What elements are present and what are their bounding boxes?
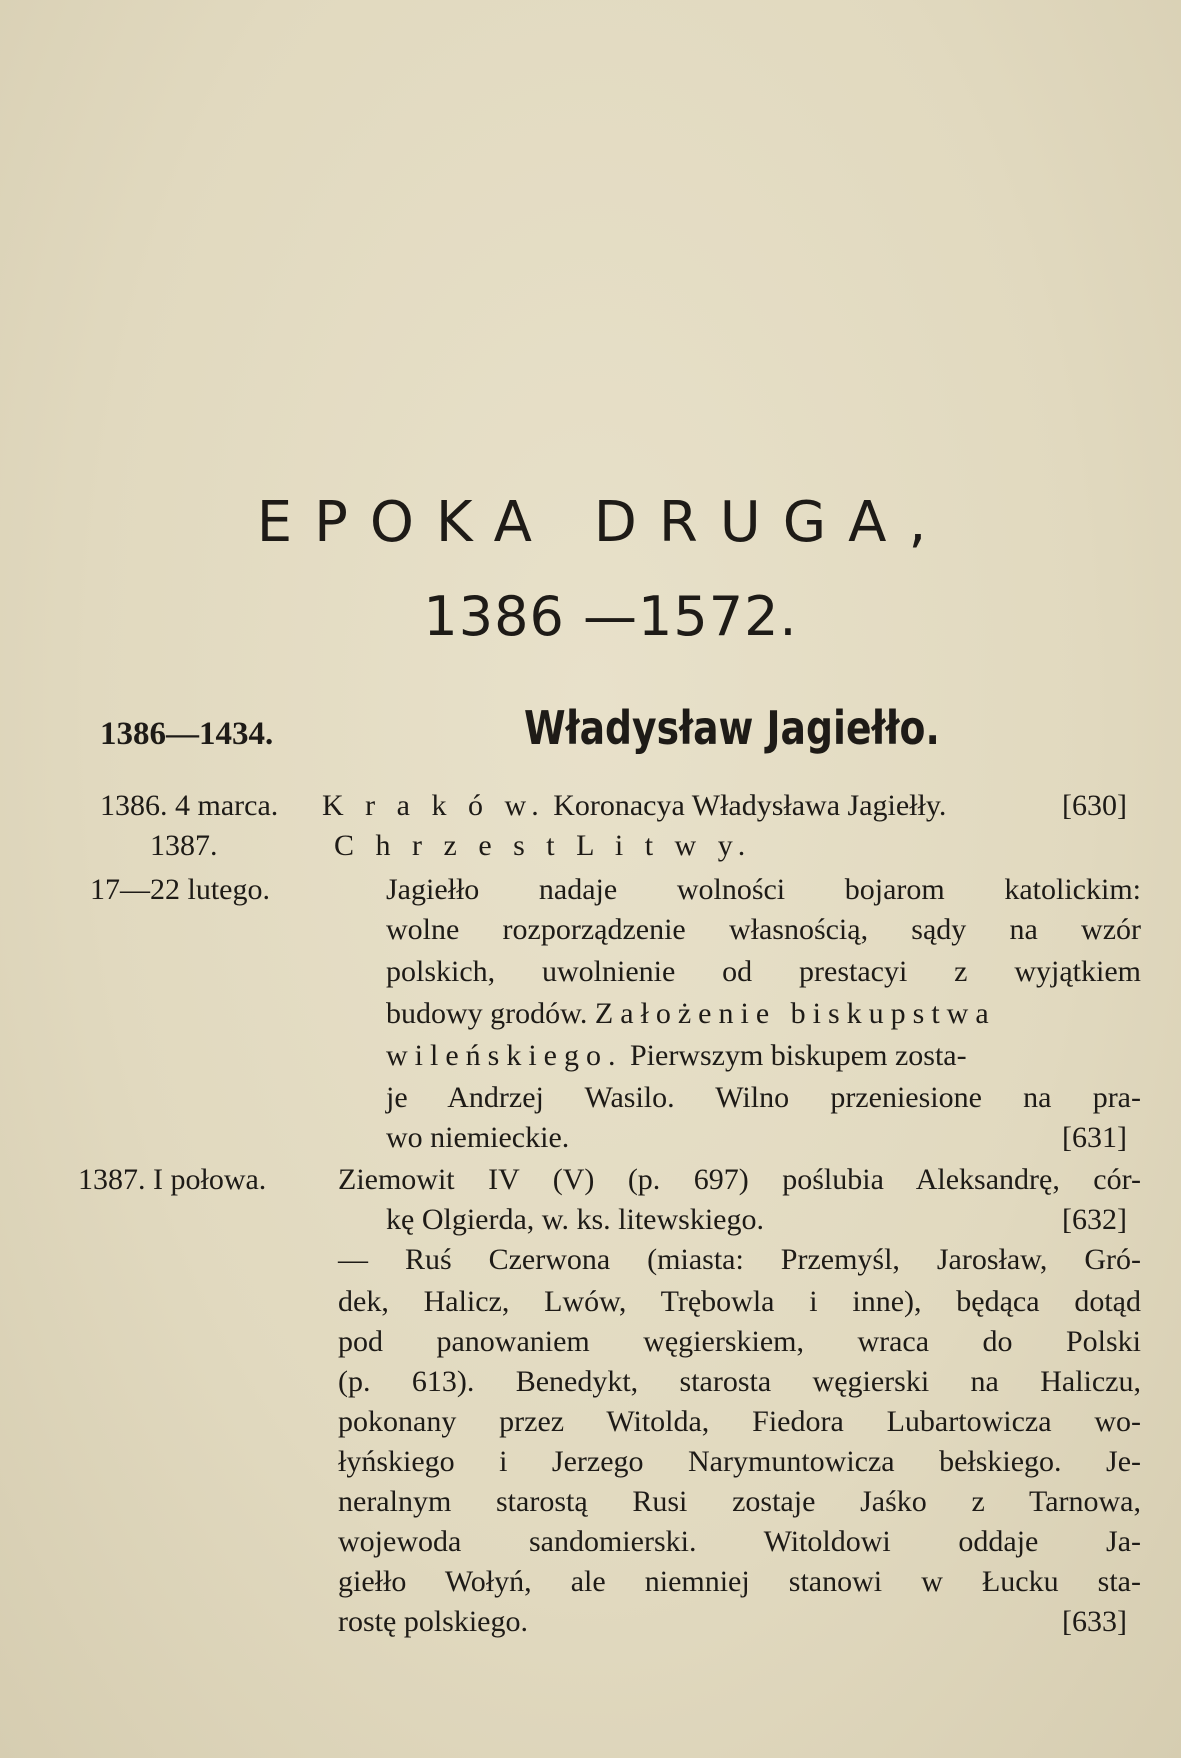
- entry-line: kę Olgierda, w. ks. litewskiego.: [386, 1203, 764, 1236]
- entry-line: wo niemieckie.: [386, 1121, 570, 1154]
- epoch-title: EPOKA DRUGA,: [256, 490, 949, 555]
- entry-line: pokonany przez Witolda, Fiedora Lubartowicza wo-: [338, 1405, 1141, 1438]
- entry-line: budowy grodów. Założenie biskupstwa: [386, 997, 996, 1030]
- entry-line: — Ruś Czerwona (miasta: Przemyśl, Jarosław, Gró-: [338, 1243, 1141, 1276]
- entry-line: pod panowaniem węgierskiem, wraca do Polski: [338, 1325, 1141, 1358]
- entry-line: wojewoda sandomierski. Witoldowi oddaje Ja-: [338, 1525, 1141, 1558]
- entry-line: polskich, uwolnienie od prestacyi z wyjątkiem: [386, 955, 1141, 988]
- entry-text: [322, 786, 946, 826]
- spaced-place: K r a k ó w.: [322, 789, 546, 822]
- entry-line: rostę polskiego.: [338, 1605, 528, 1638]
- entry-line: Jagiełło nadaje wolności bojarom katolickim:: [386, 873, 1141, 906]
- entry-date: 1387. I połowa.: [78, 1163, 267, 1196]
- entry-text-rest: Koronacya Władysława Jagiełły.: [545, 789, 947, 822]
- entry-date: 17—22 lutego.: [90, 873, 270, 906]
- entry-heading: C h r z e s t L i t w y.: [334, 829, 753, 862]
- entry-line: neralnym starostą Rusi zostaje Jaśko z Tarnowa,: [338, 1485, 1141, 1518]
- entry-line: dek, Halicz, Lwów, Trębowla i inne), będąca dotąd: [338, 1285, 1141, 1318]
- entry-line: wolne rozporządzenie własnością, sądy na wzór: [386, 913, 1141, 946]
- spaced-phrase: Założenie biskupstwa: [594, 997, 996, 1030]
- entry-line: wileńskiego. Pierwszym biskupem zosta-: [386, 1039, 967, 1072]
- entry-line: Ziemowit IV (V) (p. 697) poślubia Aleksandrę, cór-: [338, 1163, 1141, 1196]
- entry-ref: [632]: [1062, 1203, 1127, 1236]
- entry-line: je Andrzej Wasilo. Wilno przeniesione na pra-: [386, 1081, 1141, 1114]
- entry-date: 1387.: [150, 829, 218, 862]
- entry-ref: [633]: [1062, 1605, 1127, 1638]
- reign-title: Władysław Jagiełło.: [524, 701, 940, 755]
- entry-date: 1386. 4 marca.: [100, 789, 279, 822]
- reign-years: 1386—1434.: [100, 716, 274, 752]
- entry-line: łyńskiego i Jerzego Narymuntowicza bełskiego. Je-: [338, 1445, 1141, 1478]
- spaced-phrase: wileńskiego.: [386, 1039, 623, 1072]
- entry-line: (p. 613). Benedykt, starosta węgierski na Haliczu,: [338, 1365, 1141, 1398]
- entry-ref: [630]: [1062, 789, 1127, 822]
- entry-ref: [631]: [1062, 1121, 1127, 1154]
- epoch-years: 1386 —1572.: [423, 585, 798, 648]
- entry-line: giełło Wołyń, ale niemniej stanowi w Łucku sta-: [338, 1565, 1141, 1598]
